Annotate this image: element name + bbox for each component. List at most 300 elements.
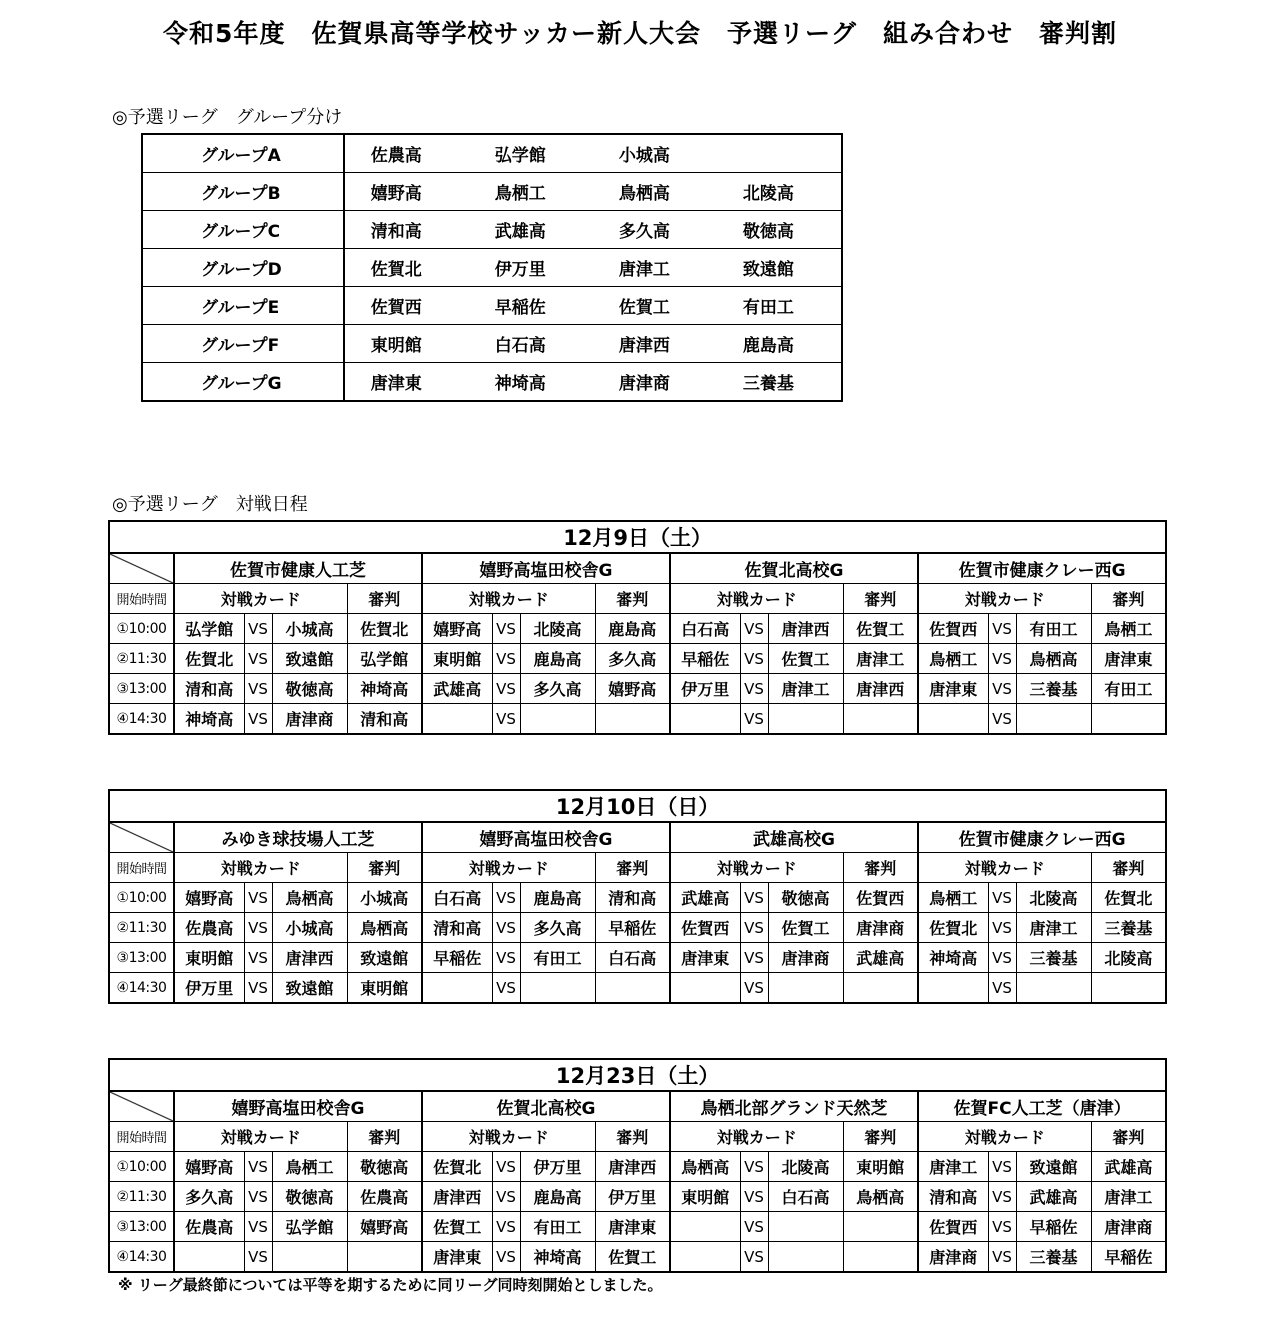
referee-header: 審判 <box>1091 584 1166 614</box>
away-team: 鳥栖工 <box>272 1152 347 1182</box>
group-team: 嬉野高 <box>344 173 469 211</box>
vs-label: VS <box>492 913 520 943</box>
referee-team <box>843 1242 918 1273</box>
group-name: グループE <box>142 287 344 325</box>
home-team: 唐津東 <box>670 943 740 973</box>
away-team: 神埼高 <box>520 1242 595 1273</box>
date-header: 12月10日（日） <box>109 790 1166 822</box>
time-slot: ③13:00 <box>109 943 174 973</box>
group-row <box>142 287 842 325</box>
away-team: 鹿島高 <box>520 644 595 674</box>
match-row <box>109 614 1166 644</box>
referee-team: 唐津商 <box>1091 1212 1166 1242</box>
referee-team: 鳥栖工 <box>1091 614 1166 644</box>
home-team <box>422 973 492 1004</box>
vs-label: VS <box>244 674 272 704</box>
home-team <box>670 1242 740 1273</box>
referee-team: 小城高 <box>347 883 422 913</box>
home-team: 武雄高 <box>422 674 492 704</box>
away-team: 多久高 <box>520 674 595 704</box>
away-team <box>1016 704 1091 735</box>
referee-team: 武雄高 <box>843 943 918 973</box>
away-team: 早稲佐 <box>1016 1212 1091 1242</box>
away-team: 有田工 <box>1016 614 1091 644</box>
groups-heading: ◎予選リーグ グループ分け <box>112 107 343 128</box>
vs-label: VS <box>988 704 1016 735</box>
referee-team: 唐津東 <box>595 1212 670 1242</box>
group-row <box>142 325 842 363</box>
vs-label: VS <box>244 1212 272 1242</box>
vs-label: VS <box>492 1182 520 1212</box>
schedule-table-day2 <box>108 789 1167 1004</box>
away-team <box>768 1242 843 1273</box>
match-row <box>109 973 1166 1004</box>
home-team: 佐賀北 <box>174 644 244 674</box>
vs-label: VS <box>988 674 1016 704</box>
group-name: グループD <box>142 249 344 287</box>
time-slot: ①10:00 <box>109 883 174 913</box>
referee-team: 敬徳高 <box>347 1152 422 1182</box>
referee-team: 佐農高 <box>347 1182 422 1212</box>
vs-label: VS <box>740 614 768 644</box>
away-team: 鹿島高 <box>520 1182 595 1212</box>
away-team: 唐津商 <box>272 704 347 735</box>
match-row <box>109 1182 1166 1212</box>
referee-team: 嬉野高 <box>595 674 670 704</box>
away-team: 唐津工 <box>1016 913 1091 943</box>
home-team: 伊万里 <box>174 973 244 1004</box>
referee-header: 審判 <box>595 1122 670 1152</box>
home-team: 嬉野高 <box>174 1152 244 1182</box>
match-card-header: 対戦カード <box>918 853 1091 883</box>
match-row <box>109 644 1166 674</box>
vs-label: VS <box>988 913 1016 943</box>
vs-label: VS <box>740 1152 768 1182</box>
venue-name: 佐賀市健康クレー西G <box>918 553 1166 584</box>
vs-label: VS <box>988 614 1016 644</box>
away-team: 三養基 <box>1016 674 1091 704</box>
referee-team: 白石高 <box>595 943 670 973</box>
venue-name: みゆき球技場人工芝 <box>174 822 422 853</box>
venue-name: 嬉野高塩田校舎G <box>422 822 670 853</box>
home-team <box>670 1212 740 1242</box>
group-table <box>141 133 843 402</box>
match-card-header: 対戦カード <box>422 584 595 614</box>
vs-label: VS <box>244 1182 272 1212</box>
referee-header: 審判 <box>347 584 422 614</box>
away-team: 敬徳高 <box>768 883 843 913</box>
group-team: 唐津商 <box>593 363 717 402</box>
home-team: 弘学館 <box>174 614 244 644</box>
home-team: 嬉野高 <box>174 883 244 913</box>
away-team: 唐津工 <box>768 674 843 704</box>
time-slot: ①10:00 <box>109 1152 174 1182</box>
vs-label: VS <box>492 674 520 704</box>
time-slot: ②11:30 <box>109 1182 174 1212</box>
referee-team <box>1091 704 1166 735</box>
away-team: 三養基 <box>1016 943 1091 973</box>
match-row <box>109 1242 1166 1273</box>
referee-team <box>347 1242 422 1273</box>
referee-team: 佐賀工 <box>595 1242 670 1273</box>
home-team: 早稲佐 <box>670 644 740 674</box>
group-team: 伊万里 <box>469 249 593 287</box>
vs-label: VS <box>492 1152 520 1182</box>
group-team: 弘学館 <box>469 134 593 173</box>
referee-header: 審判 <box>1091 853 1166 883</box>
match-card-header: 対戦カード <box>670 584 843 614</box>
home-team: 佐賀北 <box>422 1152 492 1182</box>
venue-name: 武雄高校G <box>670 822 918 853</box>
referee-header: 審判 <box>843 1122 918 1152</box>
vs-label: VS <box>492 614 520 644</box>
referee-team: 伊万里 <box>595 1182 670 1212</box>
vs-label: VS <box>988 1242 1016 1273</box>
vs-label: VS <box>244 913 272 943</box>
away-team <box>520 973 595 1004</box>
referee-team: 清和高 <box>347 704 422 735</box>
referee-team <box>843 1212 918 1242</box>
match-row <box>109 674 1166 704</box>
home-team: 唐津工 <box>918 1152 988 1182</box>
away-team <box>768 973 843 1004</box>
away-team <box>768 1212 843 1242</box>
away-team: 小城高 <box>272 913 347 943</box>
group-name: グループA <box>142 134 344 173</box>
home-team <box>670 973 740 1004</box>
home-team: 伊万里 <box>670 674 740 704</box>
home-team: 早稲佐 <box>422 943 492 973</box>
match-row <box>109 1152 1166 1182</box>
away-team: 唐津西 <box>272 943 347 973</box>
start-time-header: 開始時間 <box>109 1122 174 1152</box>
home-team <box>174 1242 244 1273</box>
match-card-header: 対戦カード <box>174 584 347 614</box>
away-team: 敬徳高 <box>272 674 347 704</box>
match-row <box>109 913 1166 943</box>
home-team: 神埼高 <box>918 943 988 973</box>
vs-label: VS <box>740 644 768 674</box>
away-team: 有田工 <box>520 943 595 973</box>
away-team: 唐津西 <box>768 614 843 644</box>
venue-name: 嬉野高塩田校舎G <box>174 1091 422 1122</box>
start-time-header: 開始時間 <box>109 853 174 883</box>
home-team: 佐賀西 <box>918 1212 988 1242</box>
venue-name: 佐賀北高校G <box>422 1091 670 1122</box>
group-name: グループF <box>142 325 344 363</box>
vs-label: VS <box>740 1242 768 1273</box>
group-team: 佐賀北 <box>344 249 469 287</box>
referee-team: 東明館 <box>347 973 422 1004</box>
date-header: 12月23日（土） <box>109 1059 1166 1091</box>
away-team: 有田工 <box>520 1212 595 1242</box>
referee-team: 弘学館 <box>347 644 422 674</box>
start-time-header: 開始時間 <box>109 584 174 614</box>
time-slot: ②11:30 <box>109 913 174 943</box>
referee-header: 審判 <box>843 853 918 883</box>
vs-label: VS <box>492 1212 520 1242</box>
group-team: 佐賀工 <box>593 287 717 325</box>
referee-header: 審判 <box>843 584 918 614</box>
group-team: 有田工 <box>717 287 842 325</box>
referee-team: 鳥栖高 <box>843 1182 918 1212</box>
home-team: 唐津東 <box>918 674 988 704</box>
group-team: 佐賀西 <box>344 287 469 325</box>
away-team: 武雄高 <box>1016 1182 1091 1212</box>
venue-name: 佐賀北高校G <box>670 553 918 584</box>
group-team <box>717 134 842 173</box>
home-team: 唐津東 <box>422 1242 492 1273</box>
group-name: グループG <box>142 363 344 402</box>
away-team: 佐賀工 <box>768 644 843 674</box>
venue-name: 佐賀市健康クレー西G <box>918 822 1166 853</box>
time-slot: ③13:00 <box>109 1212 174 1242</box>
away-team: 致遠館 <box>1016 1152 1091 1182</box>
away-team: 鳥栖高 <box>272 883 347 913</box>
vs-label: VS <box>740 674 768 704</box>
match-row <box>109 883 1166 913</box>
group-team: 白石高 <box>469 325 593 363</box>
referee-team: 唐津工 <box>1091 1182 1166 1212</box>
referee-team: 三養基 <box>1091 913 1166 943</box>
time-slot: ②11:30 <box>109 644 174 674</box>
referee-header: 審判 <box>595 584 670 614</box>
away-team: 致遠館 <box>272 644 347 674</box>
away-team: 致遠館 <box>272 973 347 1004</box>
referee-team: 東明館 <box>843 1152 918 1182</box>
group-team: 唐津西 <box>593 325 717 363</box>
referee-team: 鹿島高 <box>595 614 670 644</box>
home-team: 東明館 <box>670 1182 740 1212</box>
group-team: 鳥栖高 <box>593 173 717 211</box>
home-team: 清和高 <box>422 913 492 943</box>
home-team: 鳥栖工 <box>918 644 988 674</box>
home-team: 清和高 <box>174 674 244 704</box>
vs-label: VS <box>988 1152 1016 1182</box>
referee-team: 唐津西 <box>595 1152 670 1182</box>
match-card-header: 対戦カード <box>422 853 595 883</box>
vs-label: VS <box>244 943 272 973</box>
time-slot: ④14:30 <box>109 973 174 1004</box>
referee-team: 神埼高 <box>347 674 422 704</box>
vs-label: VS <box>244 883 272 913</box>
referee-team: 早稲佐 <box>1091 1242 1166 1273</box>
referee-header: 審判 <box>347 853 422 883</box>
footnote: ※ リーグ最終節については平等を期するために同リーグ同時刻開始としました。 <box>118 1276 663 1294</box>
home-team: 唐津商 <box>918 1242 988 1273</box>
home-team <box>670 704 740 735</box>
group-row <box>142 249 842 287</box>
away-team: 多久高 <box>520 913 595 943</box>
home-team: 佐賀西 <box>918 614 988 644</box>
group-team: 北陵高 <box>717 173 842 211</box>
home-team: 佐賀工 <box>422 1212 492 1242</box>
referee-team <box>595 973 670 1004</box>
referee-team: 唐津工 <box>843 644 918 674</box>
group-name: グループC <box>142 211 344 249</box>
home-team: 清和高 <box>918 1182 988 1212</box>
vs-label: VS <box>740 704 768 735</box>
vs-label: VS <box>492 1242 520 1273</box>
group-team: 小城高 <box>593 134 717 173</box>
home-team: 東明館 <box>174 943 244 973</box>
referee-team: 佐賀北 <box>1091 883 1166 913</box>
group-team: 佐農高 <box>344 134 469 173</box>
group-row <box>142 211 842 249</box>
group-row <box>142 134 842 173</box>
corner-cell <box>109 822 174 853</box>
away-team: 唐津商 <box>768 943 843 973</box>
group-row <box>142 363 842 402</box>
referee-team: 武雄高 <box>1091 1152 1166 1182</box>
match-card-header: 対戦カード <box>174 1122 347 1152</box>
referee-team: 唐津東 <box>1091 644 1166 674</box>
away-team: 北陵高 <box>520 614 595 644</box>
referee-team: 清和高 <box>595 883 670 913</box>
vs-label: VS <box>492 943 520 973</box>
away-team: 小城高 <box>272 614 347 644</box>
time-slot: ④14:30 <box>109 1242 174 1273</box>
vs-label: VS <box>244 644 272 674</box>
match-card-header: 対戦カード <box>670 1122 843 1152</box>
referee-team <box>595 704 670 735</box>
venue-name: 佐賀市健康人工芝 <box>174 553 422 584</box>
home-team: 佐賀西 <box>670 913 740 943</box>
referee-header: 審判 <box>595 853 670 883</box>
vs-label: VS <box>988 883 1016 913</box>
group-team: 清和高 <box>344 211 469 249</box>
vs-label: VS <box>740 943 768 973</box>
group-team: 東明館 <box>344 325 469 363</box>
match-card-header: 対戦カード <box>422 1122 595 1152</box>
vs-label: VS <box>244 1152 272 1182</box>
schedule-table-day3 <box>108 1058 1167 1273</box>
home-team: 唐津西 <box>422 1182 492 1212</box>
home-team: 神埼高 <box>174 704 244 735</box>
group-team: 唐津工 <box>593 249 717 287</box>
schedule-heading: ◎予選リーグ 対戦日程 <box>112 494 308 515</box>
match-row <box>109 943 1166 973</box>
corner-cell <box>109 1091 174 1122</box>
home-team: 佐農高 <box>174 1212 244 1242</box>
vs-label: VS <box>740 973 768 1004</box>
group-name: グループB <box>142 173 344 211</box>
schedule-table-day1 <box>108 520 1167 735</box>
date-header: 12月9日（土） <box>109 521 1166 553</box>
group-team: 多久高 <box>593 211 717 249</box>
referee-team: 早稲佐 <box>595 913 670 943</box>
away-team <box>520 704 595 735</box>
referee-team <box>1091 973 1166 1004</box>
referee-team: 唐津商 <box>843 913 918 943</box>
referee-team <box>843 704 918 735</box>
vs-label: VS <box>244 1242 272 1273</box>
vs-label: VS <box>988 644 1016 674</box>
home-team: 鳥栖高 <box>670 1152 740 1182</box>
corner-cell <box>109 553 174 584</box>
vs-label: VS <box>740 913 768 943</box>
vs-label: VS <box>492 704 520 735</box>
away-team: 鹿島高 <box>520 883 595 913</box>
group-row <box>142 173 842 211</box>
away-team: 弘学館 <box>272 1212 347 1242</box>
referee-team: 北陵高 <box>1091 943 1166 973</box>
group-team: 致遠館 <box>717 249 842 287</box>
away-team: 佐賀工 <box>768 913 843 943</box>
home-team: 佐農高 <box>174 913 244 943</box>
match-card-header: 対戦カード <box>918 584 1091 614</box>
group-team: 神埼高 <box>469 363 593 402</box>
group-team: 鳥栖工 <box>469 173 593 211</box>
referee-team: 多久高 <box>595 644 670 674</box>
match-card-header: 対戦カード <box>174 853 347 883</box>
away-team <box>272 1242 347 1273</box>
home-team <box>918 704 988 735</box>
away-team: 白石高 <box>768 1182 843 1212</box>
referee-team: 鳥栖高 <box>347 913 422 943</box>
home-team: 鳥栖工 <box>918 883 988 913</box>
vs-label: VS <box>492 883 520 913</box>
away-team: 北陵高 <box>1016 883 1091 913</box>
group-team: 唐津東 <box>344 363 469 402</box>
time-slot: ③13:00 <box>109 674 174 704</box>
vs-label: VS <box>492 644 520 674</box>
vs-label: VS <box>988 943 1016 973</box>
group-team: 三養基 <box>717 363 842 402</box>
time-slot: ①10:00 <box>109 614 174 644</box>
away-team: 鳥栖高 <box>1016 644 1091 674</box>
match-card-header: 対戦カード <box>918 1122 1091 1152</box>
referee-team: 佐賀西 <box>843 883 918 913</box>
home-team: 白石高 <box>670 614 740 644</box>
referee-team: 佐賀北 <box>347 614 422 644</box>
group-team: 鹿島高 <box>717 325 842 363</box>
home-team: 武雄高 <box>670 883 740 913</box>
vs-label: VS <box>740 883 768 913</box>
referee-team: 致遠館 <box>347 943 422 973</box>
venue-name: 嬉野高塩田校舎G <box>422 553 670 584</box>
referee-header: 審判 <box>347 1122 422 1152</box>
vs-label: VS <box>244 704 272 735</box>
home-team: 佐賀北 <box>918 913 988 943</box>
referee-team: 佐賀工 <box>843 614 918 644</box>
group-team: 早稲佐 <box>469 287 593 325</box>
away-team: 伊万里 <box>520 1152 595 1182</box>
referee-team <box>843 973 918 1004</box>
venue-name: 佐賀FC人工芝（唐津） <box>918 1091 1166 1122</box>
referee-team: 嬉野高 <box>347 1212 422 1242</box>
page-title: 令和5年度 佐賀県高等学校サッカー新人大会 予選リーグ 組み合わせ 審判割 <box>163 19 1117 48</box>
home-team: 多久高 <box>174 1182 244 1212</box>
away-team: 北陵高 <box>768 1152 843 1182</box>
match-card-header: 対戦カード <box>670 853 843 883</box>
group-team: 敬徳高 <box>717 211 842 249</box>
vs-label: VS <box>244 973 272 1004</box>
away-team <box>768 704 843 735</box>
away-team: 三養基 <box>1016 1242 1091 1273</box>
vs-label: VS <box>740 1182 768 1212</box>
time-slot: ④14:30 <box>109 704 174 735</box>
home-team: 嬉野高 <box>422 614 492 644</box>
vs-label: VS <box>988 973 1016 1004</box>
away-team <box>1016 973 1091 1004</box>
vs-label: VS <box>988 1212 1016 1242</box>
vs-label: VS <box>740 1212 768 1242</box>
match-row <box>109 704 1166 735</box>
venue-name: 鳥栖北部グランド天然芝 <box>670 1091 918 1122</box>
home-team: 白石高 <box>422 883 492 913</box>
referee-team: 唐津西 <box>843 674 918 704</box>
